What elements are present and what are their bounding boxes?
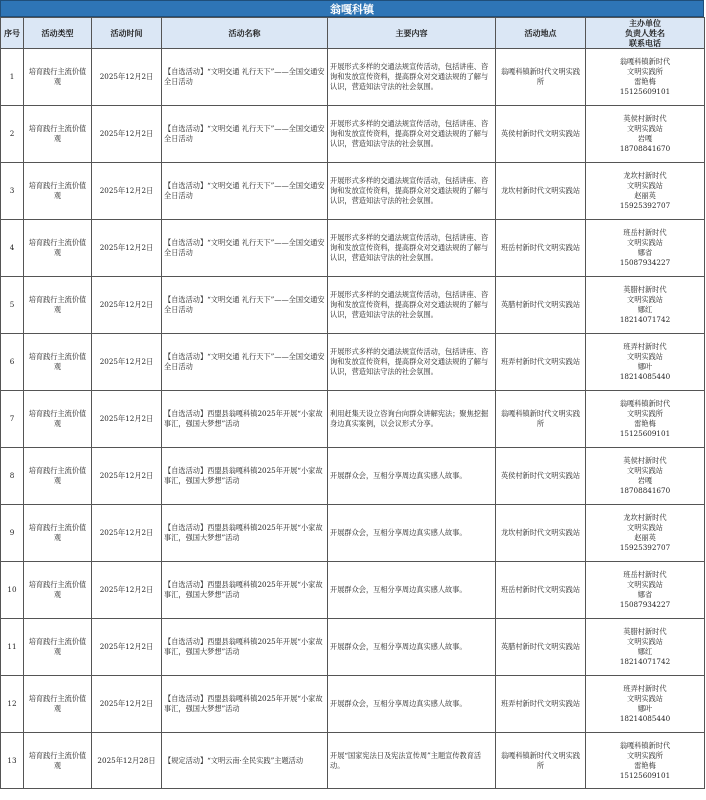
cell-time: 2025年12月2日 [92, 277, 162, 334]
cell-time: 2025年12月28日 [92, 733, 162, 789]
cell-location: 龙坎村新时代文明实践站 [496, 163, 586, 220]
cell-name: 【自选活动】“文明交通 礼行天下”——全国交通安全日活动 [162, 163, 328, 220]
organizer-line: 文明实践站 [627, 238, 663, 247]
cell-organizer [586, 733, 705, 789]
cell-no: 1 [1, 49, 24, 106]
organizer-line: 翁嘎科镇新时代 [619, 57, 671, 66]
cell-time: 2025年12月2日 [92, 619, 162, 676]
organizer-line: 龙坎村新时代 [623, 171, 667, 180]
cell-time: 2025年12月2日 [92, 676, 162, 733]
organizer-line: 岩嘎 [637, 476, 653, 485]
organizer-line: 18214071742 [619, 657, 671, 666]
cell-no: 4 [1, 220, 24, 277]
cell-time: 2025年12月2日 [92, 448, 162, 505]
cell-type: 培育践行主流价值观 [24, 562, 92, 619]
cell-content: 开展群众会，互相分享周边真实感人故事。 [328, 448, 496, 505]
cell-type: 培育践行主流价值观 [24, 49, 92, 106]
cell-content: 开展群众会，互相分享周边真实感人故事。 [328, 676, 496, 733]
cell-location: 翁嘎科镇新时代文明实践所 [496, 49, 586, 106]
table-row [1, 676, 705, 733]
organizer-line: 龙坎村新时代 [623, 513, 667, 522]
organizer-line: 娜红 [637, 647, 653, 656]
table-row [1, 163, 705, 220]
cell-name: 【自选活动】西盟县翁嘎科镇2025年开展“小家故事汇，强国大梦想”活动 [162, 448, 328, 505]
cell-name: 【自选活动】“文明交通 礼行天下”——全国交通安全日活动 [162, 49, 328, 106]
cell-name: 【自选活动】“文明交通 礼行天下”——全国交通安全日活动 [162, 220, 328, 277]
cell-location: 英腊村新时代文明实践站 [496, 619, 586, 676]
organizer-line: 雷艳梅 [634, 77, 656, 86]
table-row [1, 505, 705, 562]
cell-type: 培育践行主流价值观 [24, 448, 92, 505]
organizer-line: 赵丽英 [634, 191, 656, 200]
cell-organizer [586, 562, 705, 619]
organizer-line: 文明实践站 [627, 637, 663, 646]
cell-content: 开展群众会，互相分享周边真实感人故事。 [328, 562, 496, 619]
cell-location: 英腊村新时代文明实践站 [496, 277, 586, 334]
cell-type: 培育践行主流价值观 [24, 163, 92, 220]
cell-name: 【自选活动】西盟县翁嘎科镇2025年开展“小家故事汇，强国大梦想”活动 [162, 676, 328, 733]
page-title: 翁嘎科镇 [0, 0, 704, 17]
cell-content: 开展“国家宪法日及宪法宣传周”主题宣传教育活动。 [328, 733, 496, 789]
cell-organizer [586, 448, 705, 505]
organizer-line: 15125609101 [619, 87, 671, 96]
cell-type: 培育践行主流价值观 [24, 220, 92, 277]
cell-organizer [586, 334, 705, 391]
organizer-line: 15087934227 [619, 600, 671, 609]
cell-type: 培育践行主流价值观 [24, 676, 92, 733]
cell-time: 2025年12月2日 [92, 163, 162, 220]
cell-name: 【自选活动】“文明交通 礼行天下”——全国交通安全日活动 [162, 334, 328, 391]
table-header-row [1, 18, 705, 49]
organizer-line: 雷艳梅 [634, 419, 656, 428]
organizer-line: 英侯村新时代 [623, 456, 667, 465]
organizer-line: 文明实践站 [627, 580, 663, 589]
table-row [1, 49, 705, 106]
organizer-line: 娜叶 [637, 362, 653, 371]
organizer-line: 班岳村新时代 [623, 570, 667, 579]
organizer-line: 15125609101 [619, 770, 671, 780]
organizer-line: 文明实践所 [627, 409, 663, 418]
cell-type: 培育践行主流价值观 [24, 733, 92, 789]
organizer-line: 娜省 [637, 248, 653, 257]
cell-organizer [586, 277, 705, 334]
cell-location: 翁嘎科镇新时代文明实践所 [496, 391, 586, 448]
cell-no: 12 [1, 676, 24, 733]
header-location: 活动地点 [496, 18, 586, 49]
cell-time: 2025年12月2日 [92, 220, 162, 277]
activity-table [0, 17, 705, 789]
cell-type: 培育践行主流价值观 [24, 277, 92, 334]
organizer-line: 15925392707 [619, 201, 671, 210]
cell-no: 9 [1, 505, 24, 562]
cell-content: 利用赶集天设立咨询台向群众讲解宪法；聚焦挖掘身边真实案例，以会议形式分享。 [328, 391, 496, 448]
cell-organizer [586, 619, 705, 676]
organizer-line: 娜红 [637, 305, 653, 314]
cell-location: 翁嘎科镇新时代文明实践所 [496, 733, 586, 789]
cell-organizer [586, 505, 705, 562]
cell-no: 7 [1, 391, 24, 448]
organizer-line: 15925392707 [619, 543, 671, 552]
organizer-line: 雷艳梅 [634, 760, 656, 770]
cell-location: 班弄村新时代文明实践站 [496, 676, 586, 733]
organizer-line: 英侯村新时代 [623, 114, 667, 123]
cell-type: 培育践行主流价值观 [24, 106, 92, 163]
cell-time: 2025年12月2日 [92, 49, 162, 106]
organizer-line: 18708841670 [619, 144, 671, 153]
cell-no: 3 [1, 163, 24, 220]
table-row [1, 391, 705, 448]
cell-time: 2025年12月2日 [92, 505, 162, 562]
organizer-line: 18708841670 [619, 486, 671, 495]
cell-type: 培育践行主流价值观 [24, 505, 92, 562]
cell-name: 【自选活动】“文明交通 礼行天下”——全国交通安全日活动 [162, 106, 328, 163]
cell-location: 班岳村新时代文明实践站 [496, 220, 586, 277]
cell-content: 开展形式多样的交通法规宣传活动，包括讲座、咨询和发放宣传资料，提高群众对交通法规的了解与认识，营造知法守法的社会氛围。 [328, 163, 496, 220]
organizer-line: 文明实践站 [627, 466, 663, 475]
cell-organizer [586, 220, 705, 277]
organizer-line: 18214071742 [619, 315, 671, 324]
cell-content: 开展形式多样的交通法规宣传活动，包括讲座、咨询和发放宣传资料，提高群众对交通法规的了解与认识，营造知法守法的社会氛围。 [328, 277, 496, 334]
table-row [1, 334, 705, 391]
organizer-line: 文明实践站 [627, 694, 663, 703]
cell-no: 5 [1, 277, 24, 334]
table-row [1, 562, 705, 619]
header-organizer [586, 18, 705, 49]
cell-organizer [586, 49, 705, 106]
organizer-line: 班弄村新时代 [623, 342, 667, 351]
cell-content: 开展群众会，互相分享周边真实感人故事。 [328, 619, 496, 676]
organizer-line: 娜省 [637, 590, 653, 599]
cell-content: 开展形式多样的交通法规宣传活动，包括讲座、咨询和发放宣传资料，提高群众对交通法规的了解与认识，营造知法守法的社会氛围。 [328, 106, 496, 163]
cell-name: 【自选活动】“文明交通 礼行天下”——全国交通安全日活动 [162, 277, 328, 334]
header-time: 活动时间 [92, 18, 162, 49]
organizer-line: 岩嘎 [637, 134, 653, 143]
cell-time: 2025年12月2日 [92, 106, 162, 163]
cell-name: 【规定活动】“文明云南·全民实践”主题活动 [162, 733, 328, 789]
cell-content: 开展形式多样的交通法规宣传活动，包括讲座、咨询和发放宣传资料，提高群众对交通法规的了解与认识，营造知法守法的社会氛围。 [328, 220, 496, 277]
cell-organizer [586, 163, 705, 220]
organizer-line: 18214085440 [619, 714, 671, 723]
header-organizer-unit: 主办单位 [629, 18, 661, 28]
cell-no: 2 [1, 106, 24, 163]
header-type: 活动类型 [24, 18, 92, 49]
cell-content: 开展群众会，互相分享周边真实感人故事。 [328, 505, 496, 562]
cell-type: 培育践行主流价值观 [24, 334, 92, 391]
cell-organizer [586, 391, 705, 448]
cell-time: 2025年12月2日 [92, 391, 162, 448]
organizer-line: 15125609101 [619, 429, 671, 438]
cell-no: 10 [1, 562, 24, 619]
header-name: 活动名称 [162, 18, 328, 49]
organizer-line: 文明实践站 [627, 352, 663, 361]
cell-location: 班弄村新时代文明实践站 [496, 334, 586, 391]
table-row [1, 733, 705, 789]
organizer-line: 文明实践站 [627, 124, 663, 133]
cell-content: 开展形式多样的交通法规宣传活动，包括讲座、咨询和发放宣传资料，提高群众对交通法规的了解与认识，营造知法守法的社会氛围。 [328, 334, 496, 391]
table-row [1, 220, 705, 277]
header-content: 主要内容 [328, 18, 496, 49]
cell-no: 8 [1, 448, 24, 505]
cell-location: 班岳村新时代文明实践站 [496, 562, 586, 619]
cell-no: 11 [1, 619, 24, 676]
header-organizer-phone: 联系电话 [629, 38, 661, 48]
cell-no: 6 [1, 334, 24, 391]
organizer-line: 班岳村新时代 [623, 228, 667, 237]
organizer-line: 18214085440 [619, 372, 671, 381]
cell-organizer [586, 676, 705, 733]
cell-no: 13 [1, 733, 24, 789]
cell-name: 【自选活动】西盟县翁嘎科镇2025年开展“小家故事汇，强国大梦想”活动 [162, 562, 328, 619]
header-organizer-person: 负责人姓名 [625, 28, 665, 38]
organizer-line: 娜叶 [637, 704, 653, 713]
cell-type: 培育践行主流价值观 [24, 619, 92, 676]
organizer-line: 文明实践所 [627, 750, 663, 760]
header-no: 序号 [1, 18, 24, 49]
cell-location: 英侯村新时代文明实践站 [496, 448, 586, 505]
cell-location: 龙坎村新时代文明实践站 [496, 505, 586, 562]
cell-organizer [586, 106, 705, 163]
cell-name: 【自选活动】西盟县翁嘎科镇2025年开展“小家故事汇，强国大梦想”活动 [162, 619, 328, 676]
organizer-line: 英腊村新时代 [623, 627, 667, 636]
table-row [1, 619, 705, 676]
cell-type: 培育践行主流价值观 [24, 391, 92, 448]
organizer-line: 15087934227 [619, 258, 671, 267]
cell-location: 英侯村新时代文明实践站 [496, 106, 586, 163]
cell-name: 【自选活动】西盟县翁嘎科镇2025年开展“小家故事汇，强国大梦想”活动 [162, 505, 328, 562]
organizer-line: 赵丽英 [634, 533, 656, 542]
organizer-line: 英腊村新时代 [623, 285, 667, 294]
organizer-line: 翁嘎科镇新时代 [619, 399, 671, 408]
cell-name: 【自选活动】西盟县翁嘎科镇2025年开展“小家故事汇，强国大梦想”活动 [162, 391, 328, 448]
cell-time: 2025年12月2日 [92, 562, 162, 619]
organizer-line: 班弄村新时代 [623, 684, 667, 693]
organizer-line: 翁嘎科镇新时代 [619, 740, 671, 750]
organizer-line: 文明实践站 [627, 295, 663, 304]
table-row [1, 277, 705, 334]
organizer-line: 文明实践所 [627, 67, 663, 76]
organizer-line: 文明实践站 [627, 523, 663, 532]
cell-content: 开展形式多样的交通法规宣传活动，包括讲座、咨询和发放宣传资料，提高群众对交通法规的了解与认识，营造知法守法的社会氛围。 [328, 49, 496, 106]
table-row [1, 106, 705, 163]
cell-time: 2025年12月2日 [92, 334, 162, 391]
table-row [1, 448, 705, 505]
organizer-line: 文明实践站 [627, 181, 663, 190]
